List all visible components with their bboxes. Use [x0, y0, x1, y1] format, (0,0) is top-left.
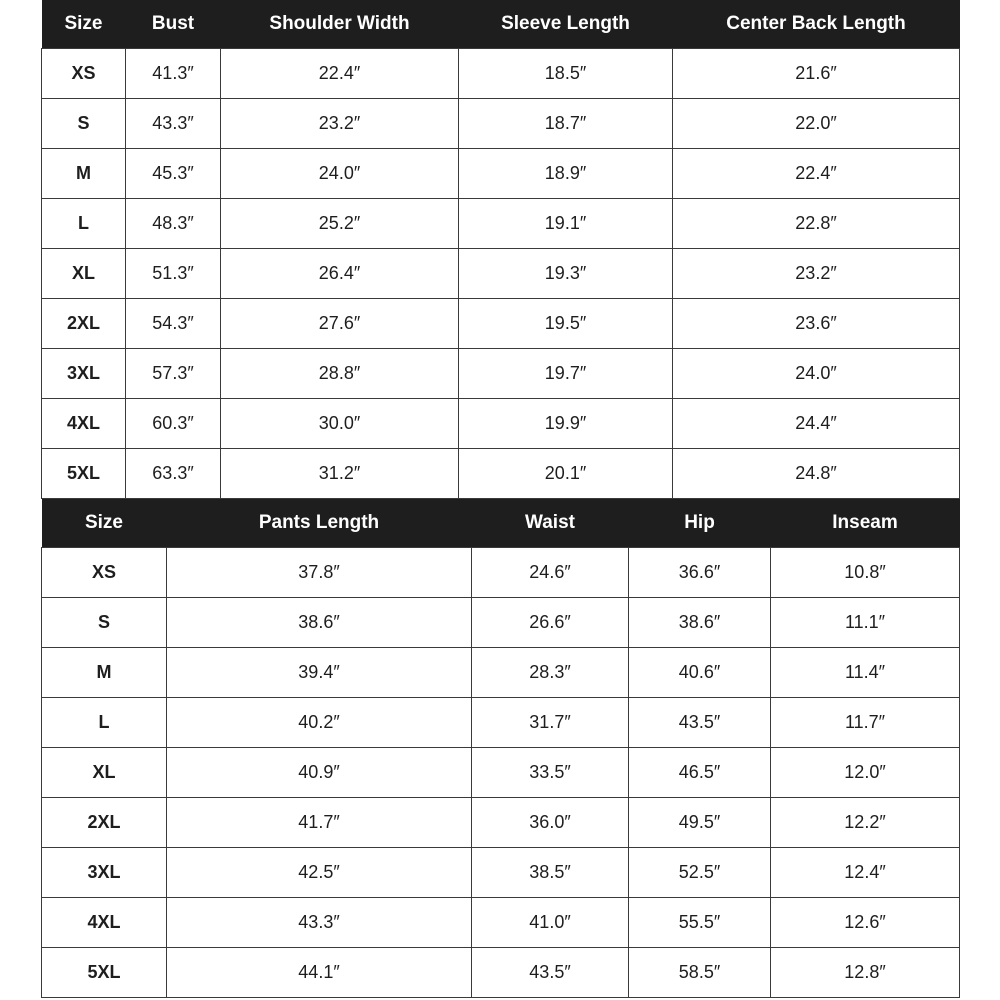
- header-inseam: Inseam: [771, 499, 960, 548]
- size-label-cell: S: [42, 99, 126, 149]
- size-label-cell: 4XL: [42, 898, 167, 948]
- measurement-cell: 63.3″: [126, 449, 221, 499]
- measurement-cell: 18.7″: [459, 99, 673, 149]
- size-label-cell: M: [42, 149, 126, 199]
- table-row: [42, 598, 960, 648]
- measurement-cell: 45.3″: [126, 149, 221, 199]
- size-label-cell: S: [42, 598, 167, 648]
- header-sleeve-length: Sleeve Length: [459, 0, 673, 49]
- header-size: Size: [42, 0, 126, 49]
- measurement-cell: 19.7″: [459, 349, 673, 399]
- size-label-cell: 2XL: [42, 299, 126, 349]
- measurement-cell: 20.1″: [459, 449, 673, 499]
- measurement-cell: 25.2″: [221, 199, 459, 249]
- measurement-cell: 23.2″: [673, 249, 960, 299]
- size-label-cell: XS: [42, 49, 126, 99]
- measurement-cell: 12.4″: [771, 848, 960, 898]
- size-label-cell: XL: [42, 249, 126, 299]
- header-hip: Hip: [629, 499, 771, 548]
- table-row: [42, 648, 960, 698]
- measurement-cell: 23.6″: [673, 299, 960, 349]
- top-size-table: [41, 0, 960, 499]
- measurement-cell: 12.0″: [771, 748, 960, 798]
- bottom-table-header-row: [42, 499, 960, 548]
- measurement-cell: 41.7″: [167, 798, 472, 848]
- size-label-cell: 3XL: [42, 848, 167, 898]
- measurement-cell: 24.6″: [472, 548, 629, 598]
- header-shoulder-width: Shoulder Width: [221, 0, 459, 49]
- measurement-cell: 40.6″: [629, 648, 771, 698]
- measurement-cell: 26.6″: [472, 598, 629, 648]
- measurement-cell: 51.3″: [126, 249, 221, 299]
- measurement-cell: 12.6″: [771, 898, 960, 948]
- table-row: [42, 948, 960, 998]
- measurement-cell: 23.2″: [221, 99, 459, 149]
- measurement-cell: 22.4″: [221, 49, 459, 99]
- measurement-cell: 12.2″: [771, 798, 960, 848]
- measurement-cell: 18.5″: [459, 49, 673, 99]
- measurement-cell: 54.3″: [126, 299, 221, 349]
- measurement-cell: 22.4″: [673, 149, 960, 199]
- measurement-cell: 19.9″: [459, 399, 673, 449]
- bottom-table-body: [42, 548, 960, 998]
- measurement-cell: 24.0″: [221, 149, 459, 199]
- measurement-cell: 30.0″: [221, 399, 459, 449]
- measurement-cell: 28.8″: [221, 349, 459, 399]
- table-row: [42, 898, 960, 948]
- measurement-cell: 11.4″: [771, 648, 960, 698]
- measurement-cell: 48.3″: [126, 199, 221, 249]
- header-center-back-length: Center Back Length: [673, 0, 960, 49]
- measurement-cell: 46.5″: [629, 748, 771, 798]
- size-label-cell: L: [42, 199, 126, 249]
- measurement-cell: 38.6″: [167, 598, 472, 648]
- measurement-cell: 19.3″: [459, 249, 673, 299]
- measurement-cell: 11.7″: [771, 698, 960, 748]
- measurement-cell: 38.5″: [472, 848, 629, 898]
- table-row: [42, 149, 960, 199]
- size-label-cell: 3XL: [42, 349, 126, 399]
- measurement-cell: 31.2″: [221, 449, 459, 499]
- measurement-cell: 19.5″: [459, 299, 673, 349]
- table-row: [42, 848, 960, 898]
- top-table-header-row: [42, 0, 960, 49]
- size-label-cell: 5XL: [42, 948, 167, 998]
- measurement-cell: 28.3″: [472, 648, 629, 698]
- table-row: [42, 548, 960, 598]
- measurement-cell: 40.2″: [167, 698, 472, 748]
- measurement-cell: 24.8″: [673, 449, 960, 499]
- size-label-cell: 5XL: [42, 449, 126, 499]
- top-table-body: [42, 49, 960, 499]
- table-row: [42, 49, 960, 99]
- measurement-cell: 49.5″: [629, 798, 771, 848]
- measurement-cell: 43.3″: [167, 898, 472, 948]
- measurement-cell: 38.6″: [629, 598, 771, 648]
- measurement-cell: 37.8″: [167, 548, 472, 598]
- header-size: Size: [42, 499, 167, 548]
- measurement-cell: 19.1″: [459, 199, 673, 249]
- measurement-cell: 39.4″: [167, 648, 472, 698]
- bottom-size-table: [41, 499, 960, 998]
- size-label-cell: 2XL: [42, 798, 167, 848]
- size-label-cell: 4XL: [42, 399, 126, 449]
- header-waist: Waist: [472, 499, 629, 548]
- header-pants-length: Pants Length: [167, 499, 472, 548]
- measurement-cell: 22.8″: [673, 199, 960, 249]
- measurement-cell: 36.6″: [629, 548, 771, 598]
- measurement-cell: 21.6″: [673, 49, 960, 99]
- header-bust: Bust: [126, 0, 221, 49]
- size-label-cell: XS: [42, 548, 167, 598]
- measurement-cell: 42.5″: [167, 848, 472, 898]
- measurement-cell: 44.1″: [167, 948, 472, 998]
- measurement-cell: 58.5″: [629, 948, 771, 998]
- measurement-cell: 24.0″: [673, 349, 960, 399]
- measurement-cell: 55.5″: [629, 898, 771, 948]
- measurement-cell: 41.0″: [472, 898, 629, 948]
- table-row: [42, 748, 960, 798]
- measurement-cell: 11.1″: [771, 598, 960, 648]
- measurement-cell: 57.3″: [126, 349, 221, 399]
- measurement-cell: 41.3″: [126, 49, 221, 99]
- table-row: [42, 99, 960, 149]
- measurement-cell: 52.5″: [629, 848, 771, 898]
- table-row: [42, 349, 960, 399]
- measurement-cell: 12.8″: [771, 948, 960, 998]
- table-row: [42, 449, 960, 499]
- measurement-cell: 36.0″: [472, 798, 629, 848]
- measurement-cell: 26.4″: [221, 249, 459, 299]
- measurement-cell: 27.6″: [221, 299, 459, 349]
- measurement-cell: 10.8″: [771, 548, 960, 598]
- measurement-cell: 43.5″: [629, 698, 771, 748]
- table-row: [42, 698, 960, 748]
- measurement-cell: 24.4″: [673, 399, 960, 449]
- table-row: [42, 299, 960, 349]
- measurement-cell: 43.5″: [472, 948, 629, 998]
- measurement-cell: 31.7″: [472, 698, 629, 748]
- measurement-cell: 40.9″: [167, 748, 472, 798]
- table-row: [42, 249, 960, 299]
- measurement-cell: 22.0″: [673, 99, 960, 149]
- size-label-cell: M: [42, 648, 167, 698]
- table-row: [42, 199, 960, 249]
- size-label-cell: L: [42, 698, 167, 748]
- table-row: [42, 798, 960, 848]
- table-row: [42, 399, 960, 449]
- size-label-cell: XL: [42, 748, 167, 798]
- measurement-cell: 43.3″: [126, 99, 221, 149]
- measurement-cell: 18.9″: [459, 149, 673, 199]
- measurement-cell: 60.3″: [126, 399, 221, 449]
- measurement-cell: 33.5″: [472, 748, 629, 798]
